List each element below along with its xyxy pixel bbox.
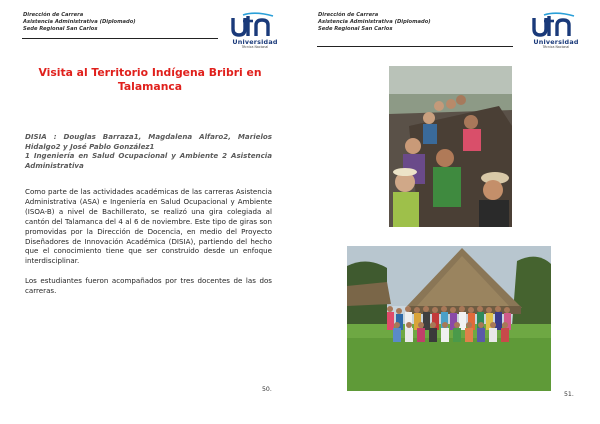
header-line-3: Sede Regional San Carlos xyxy=(318,26,393,32)
header-line-1: Dirección de Carrera xyxy=(318,12,379,18)
header-line-2: Asistencia Administrativa (Diplomado) xyxy=(318,19,431,25)
header-line-3: Sede Regional San Carlos xyxy=(23,26,98,32)
boat-photo xyxy=(389,66,512,227)
right-page xyxy=(300,0,600,424)
page-number-right: 51. xyxy=(564,391,574,398)
body-paragraph-2: Los estudiantes fueron acompañados por tres docentes de las dos carreras. xyxy=(25,276,272,296)
logo-name: Universidad xyxy=(533,38,579,46)
utn-logo xyxy=(530,12,582,48)
utn-logo-mark-icon xyxy=(229,12,281,40)
logo-name: Universidad xyxy=(232,38,278,46)
header-rule xyxy=(22,38,218,39)
article-body xyxy=(25,187,272,306)
logo-subname: Técnica Nacional xyxy=(542,45,570,49)
header-line-2: Asistencia Administrativa (Diplomado) xyxy=(23,19,136,25)
header-line-1: Dirección de Carrera xyxy=(23,12,84,18)
running-header xyxy=(23,12,136,33)
group-hut-photo xyxy=(347,246,551,391)
utn-logo-mark-icon xyxy=(530,12,582,40)
running-header-right xyxy=(318,12,431,33)
page-number-left: 50. xyxy=(262,386,272,393)
article-title: Visita al Territorio Indígena Bribri en Talamanca xyxy=(38,66,262,93)
body-paragraph-1: Como parte de las actividades académicas de las carreras Asistencia Administrativa (ASA) e Ingeniería en Salud Ocupacional y Ambiente (ISOA-B) a nivel de Bachillerato, se realizó una gira colegiada al cantón del Talamanca del 4 al 6 de noviembre. Este tipo de giras son promovidas por la Dirección de Docencia, en medio del Proyecto Diseñadores de Innovación Académica (DISIA), partiendo del hecho que el conocimiento tiene que ser construido desde un enfoque interdisciplinar. xyxy=(25,187,272,266)
author-block xyxy=(25,132,272,170)
logo-subname: Técnica Nacional xyxy=(241,45,269,49)
header-rule xyxy=(317,46,513,47)
utn-logo xyxy=(229,12,281,48)
affiliations: 1 Ingeniería en Salud Ocupacional y Ambiente 2 Asistencia Administrativa xyxy=(25,151,272,170)
author-list: DISIA : Douglas Barraza1, Magdalena Alfaro2, Marielos Hidalgo2 y José Pablo González1 xyxy=(25,132,272,151)
